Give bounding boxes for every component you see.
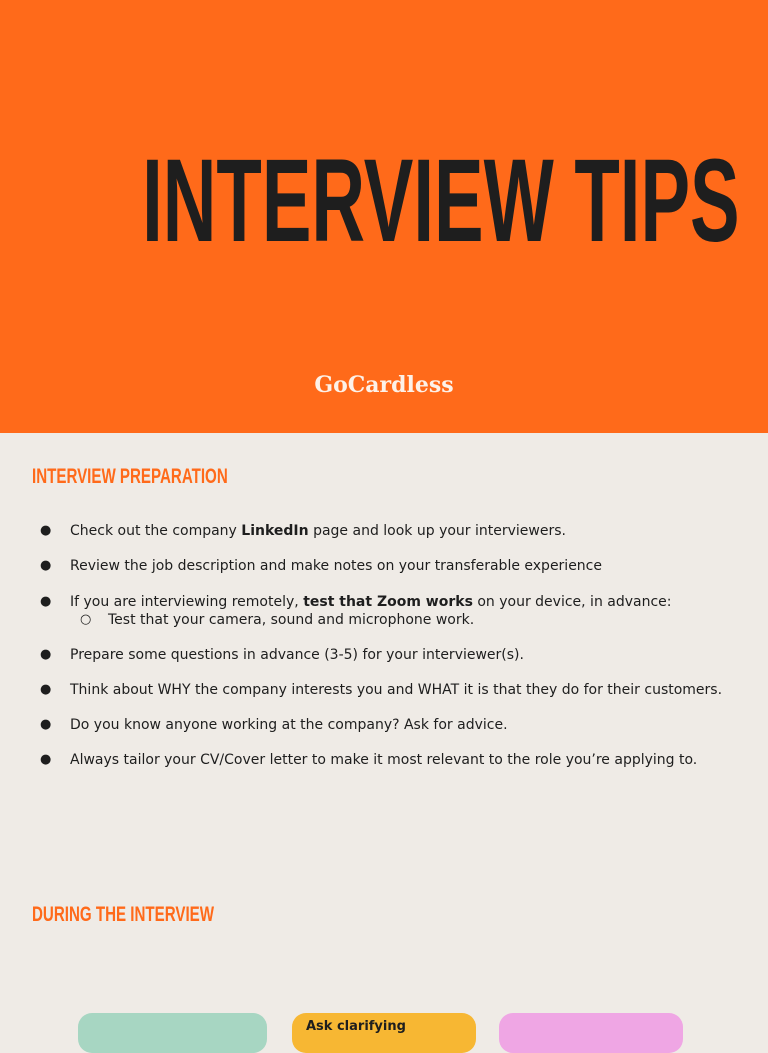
bullet-icon: ●: [40, 717, 52, 732]
tip-text: If you are interviewing remotely, test that Zoom works on your device, in advance:: [70, 594, 672, 610]
bullet-icon: ●: [40, 523, 52, 538]
hero-banner: [0, 0, 768, 433]
tip-emphasis: LinkedIn: [241, 523, 309, 539]
tip-text: Think about WHY the company interests you and WHAT it is that they do for their customers.: [70, 682, 723, 698]
page-title: INTERVIEW TIPS: [142, 135, 740, 267]
tip-text: Always tailor your CV/Cover letter to make it most relevant to the role you’re applying to.: [70, 752, 698, 768]
tip-card-yellow: [292, 1013, 476, 1053]
tip-card-label: Ask clarifying: [306, 1019, 406, 1034]
tip-text: Prepare some questions in advance (3-5) for your interviewer(s).: [70, 647, 524, 663]
bullet-icon: ●: [40, 647, 52, 662]
bullet-icon: ●: [40, 594, 52, 609]
sub-bullet-icon: ○: [80, 612, 92, 627]
tip-text: Check out the company LinkedIn page and look up your interviewers.: [70, 523, 566, 539]
tip-text: Do you know anyone working at the company? Ask for advice.: [70, 717, 508, 733]
tip-card-green: [78, 1013, 267, 1053]
section-heading-preparation: INTERVIEW PREPARATION: [32, 465, 228, 488]
tip-text: Review the job description and make notes on your transferable experience: [70, 558, 602, 574]
bullet-icon: ●: [40, 682, 52, 697]
gocardless-logo: GoCardless: [314, 372, 454, 398]
section-heading-during: DURING THE INTERVIEW: [32, 903, 215, 926]
bullet-icon: ●: [40, 752, 52, 767]
sub-tip-text: Test that your camera, sound and microphone work.: [108, 612, 475, 628]
bullet-icon: ●: [40, 558, 52, 573]
tip-card-pink: [499, 1013, 683, 1053]
tip-emphasis: test that Zoom works: [303, 594, 473, 610]
